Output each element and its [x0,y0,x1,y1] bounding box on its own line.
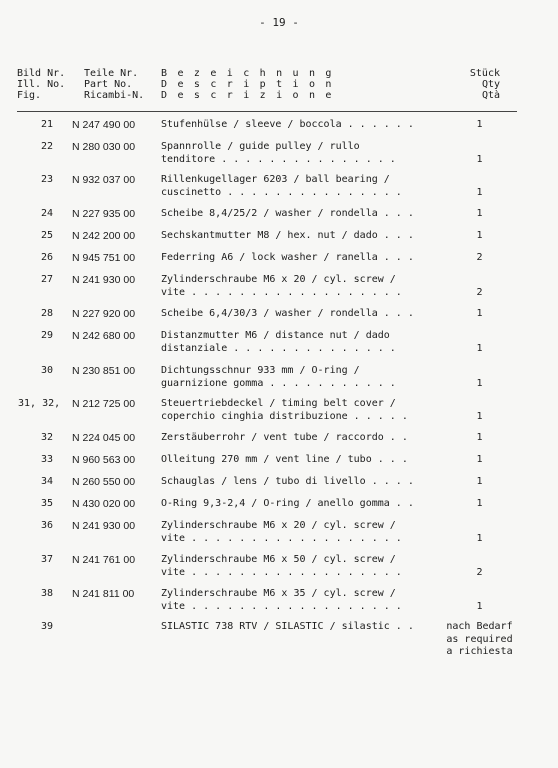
description-line: Federring A6 / lock washer / ranella . . . [161,252,414,263]
stueck-qty [442,287,517,300]
bild-nr: 25 [40,230,53,241]
bild-nr: 32 [40,432,53,443]
stueck-qty [442,154,517,167]
qty-line: 1 [476,342,483,354]
bezeichnung [161,141,441,166]
header-text: Fig. [17,90,42,101]
header-text: Ill. No. [17,79,66,90]
bild-nr: 38 [40,588,53,599]
qty-line: as required [446,633,513,645]
qty-line: 1 [476,410,483,422]
stueck-qty [442,378,517,391]
stueck-qty [442,476,517,489]
bezeichnung [161,119,441,132]
bezeichnung [161,476,441,489]
description-line: vite . . . . . . . . . . . . . . . . . . [161,600,402,612]
stueck-qty [442,454,517,467]
teile-nr: N 247 490 00 [72,119,136,131]
stueck-qty [442,208,517,221]
description-line: cuscinetto . . . . . . . . . . . . . . . [161,186,402,198]
description-line: Zylinderschraube M6 x 20 / cyl. screw / [161,274,396,285]
qty-line: 1 [476,600,483,612]
qty-line: 1 [476,186,483,198]
qty-line: 1 [476,432,483,443]
teile-nr: N 280 030 00 [72,141,136,153]
description-line: Zerstäuberrohr / vent tube / raccordo . . [161,432,408,443]
bezeichnung [161,398,441,423]
description-line: Zylinderschraube M6 x 50 / cyl. screw / [161,554,396,565]
teile-nr: N 242 680 00 [72,330,136,342]
description-line: Zylinderschraube M6 x 35 / cyl. screw / [161,588,396,599]
description-line: vite . . . . . . . . . . . . . . . . . . [161,566,402,578]
header-text: Qtà [481,90,500,101]
qty-line: 1 [476,119,483,130]
qty-line: 2 [476,566,483,578]
description-line: O-Ring 9,3-2,4 / O-ring / anello gomma . . [161,498,414,509]
bild-nr: 35 [40,498,53,509]
description-line: Scheibe 6,4/30/3 / washer / rondella . . . [161,308,414,319]
header-text: Teile Nr. [84,68,139,79]
description-line: tenditore . . . . . . . . . . . . . . . [161,153,396,165]
qty-line: 1 [476,498,483,509]
bild-nr: 28 [40,308,53,319]
description-line: SILASTIC 738 RTV / SILASTIC / silastic . . [161,621,414,632]
header-rule [17,111,517,112]
description-line: Steuertriebdeckel / timing belt cover / [161,398,396,409]
bezeichnung [161,330,441,355]
teile-nr: N 960 563 00 [72,454,136,466]
stueck-qty [442,308,517,321]
description-line: Zylinderschraube M6 x 20 / cyl. screw / [161,520,396,531]
bild-nr: 29 [40,330,53,341]
header-text: Part No. [84,79,133,90]
bild-nr: 24 [40,208,53,219]
bild-nr: 34 [40,476,53,487]
bezeichnung [161,308,441,321]
teile-nr: N 227 920 00 [72,308,136,320]
teile-nr: N 241 930 00 [72,520,136,532]
stueck-qty [442,119,517,132]
bild-nr: 39 [40,621,53,632]
bezeichnung [161,432,441,445]
bezeichnung [161,498,441,511]
bezeichnung [161,454,441,467]
description-line: distanziale . . . . . . . . . . . . . . [161,342,396,354]
header-text: Ricambi-N. [84,90,145,101]
header-text: Bild Nr. [17,68,66,79]
stueck-qty [442,601,517,614]
qty-line: a richiesta [446,646,513,657]
teile-nr: N 260 550 00 [72,476,136,488]
description-line: Rillenkugellager 6203 / ball bearing / [161,174,390,185]
teile-nr: N 241 761 00 [72,554,136,566]
teile-nr: N 242 200 00 [72,230,136,242]
teile-nr: N 241 811 00 [72,588,135,600]
qty-line: 1 [476,230,483,241]
stueck-qty [442,432,517,445]
stueck-qty [442,187,517,200]
stueck-qty [442,533,517,546]
teile-nr: N 932 037 00 [72,174,136,186]
bild-nr: 30 [40,365,53,376]
qty-line: 1 [476,308,483,319]
qty-line: 1 [476,476,483,487]
description-line: Distanzmutter M6 / distance nut / dado [161,330,390,341]
bild-nr: 37 [40,554,53,565]
teile-nr: N 945 751 00 [72,252,136,264]
header-stueck [460,68,500,101]
bild-nr: 21 [40,119,53,130]
description-line: Scheibe 8,4/25/2 / washer / rondella . . . [161,208,414,219]
description-line: vite . . . . . . . . . . . . . . . . . . [161,286,402,298]
bezeichnung [161,252,441,265]
bezeichnung [161,274,441,299]
stueck-qty [442,343,517,356]
bild-nr: 36 [40,520,53,531]
stueck-qty [442,498,517,511]
qty-line: 1 [476,153,483,165]
header-text: D e s c r i z i o n e [161,90,334,101]
header-bezeichnung [161,68,334,101]
bezeichnung [161,621,441,634]
stueck-qty [442,252,517,265]
bild-nr: 23 [40,174,53,185]
bezeichnung [161,365,441,390]
description-line: Spannrolle / guide pulley / rullo [161,141,360,152]
stueck-qty [442,230,517,243]
bild-nr: 26 [40,252,53,263]
bild-nr: 31, 32, [18,398,61,409]
description-line: vite . . . . . . . . . . . . . . . . . . [161,532,402,544]
bild-nr: 27 [40,274,53,285]
bezeichnung [161,174,441,199]
qty-line: 2 [476,286,483,298]
teile-nr: N 224 045 00 [72,432,136,444]
description-line: Sechskantmutter M8 / hex. nut / dado . . . [161,230,414,241]
bezeichnung [161,208,441,221]
header-text: Stück [469,68,500,79]
header-text: Qty [481,79,500,90]
header-text: B e z e i c h n u n g [161,68,334,79]
bezeichnung [161,554,441,579]
qty-line: 1 [476,454,483,465]
qty-line: 1 [476,377,483,389]
description-line: coperchio cinghia distribuzione . . . . . [161,410,408,422]
bezeichnung [161,588,441,613]
header-text: D e s c r i p t i o n [161,79,334,90]
stueck-qty [442,621,517,659]
bezeichnung [161,520,441,545]
stueck-qty [442,411,517,424]
stueck-qty [442,567,517,580]
bild-nr: 22 [40,141,53,152]
qty-line: 1 [476,532,483,544]
qty-line: nach Bedarf [446,621,513,632]
teile-nr: N 430 020 00 [72,498,136,510]
description-line: guarnizione gomma . . . . . . . . . . . [161,377,396,389]
page-number: - 19 - [259,16,299,29]
description-line: Ölleitung 270 mm / vent line / tubo . . . [161,454,408,465]
qty-line: 1 [476,208,483,219]
qty-line: 2 [476,252,483,263]
bezeichnung [161,230,441,243]
description-line: Stufenhülse / sleeve / boccola . . . . . . [161,119,414,130]
teile-nr: N 241 930 00 [72,274,136,286]
description-line: Dichtungsschnur 933 mm / O-ring / [161,365,360,376]
teile-nr: N 212 725 00 [72,398,136,410]
header-bild-nr [17,68,65,101]
description-line: Schauglas / lens / tubo di livello . . . . [161,476,414,487]
bild-nr: 33 [40,454,53,465]
header-teile-nr [84,68,144,101]
teile-nr: N 227 935 00 [72,208,136,220]
teile-nr: N 230 851 00 [72,365,136,377]
